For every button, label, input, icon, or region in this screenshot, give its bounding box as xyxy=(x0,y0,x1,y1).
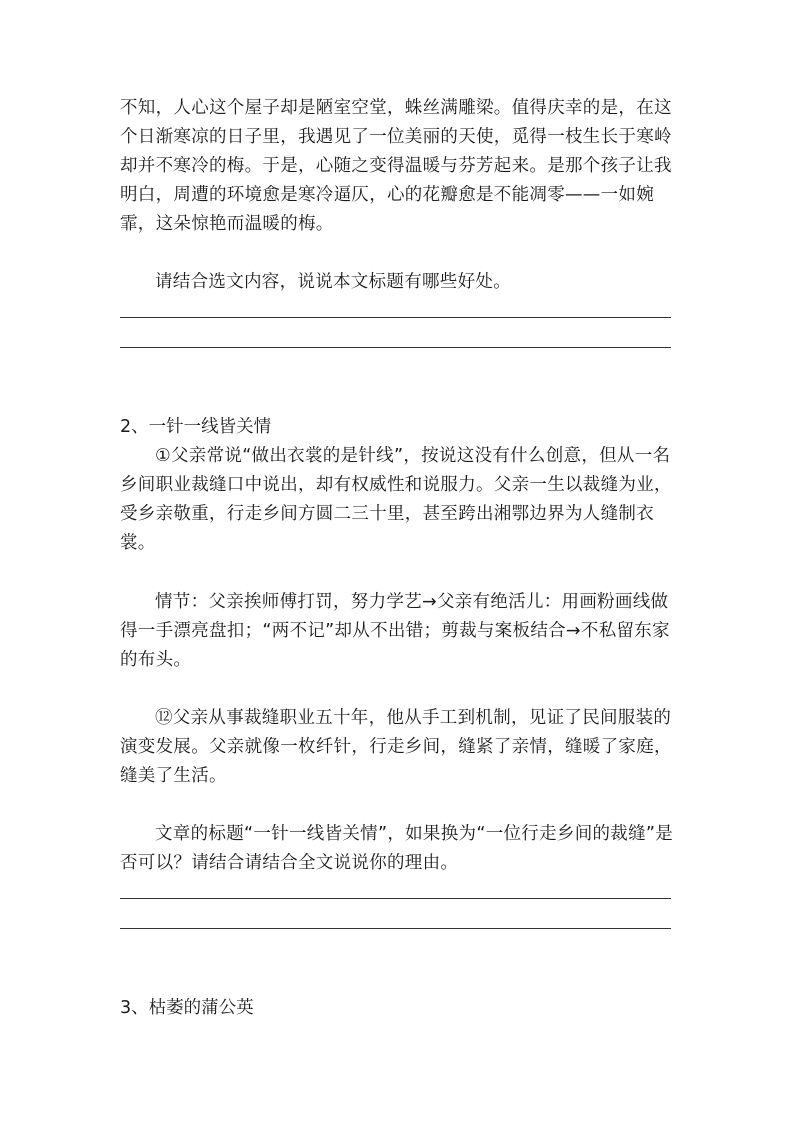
section2-paragraph-1: ①父亲常说“做出衣裳的是针线”，按说这没有什么创意，但从一名乡间职业裁缝口中说出，却有权威性和说服力。父亲一生以裁缝为业，受乡亲敬重，行走乡间方圆二三十里，甚至跨出湘鄂边界为人缝制衣裳。 xyxy=(120,446,672,553)
section2-paragraph-12: ⑫父亲从事裁缝职业五十年，他从手工到机制，见证了民间服装的演变发展。父亲就像一枚纤针，行走乡间，缝紧了亲情，缝暖了家庭，缝美了生活。 xyxy=(120,708,672,786)
section2-plot: 情节：父亲挨师傅打罚，努力学艺→父亲有绝活儿：用画粉画线做得一手漂亮盘扣；“两不记”却从不出错；剪裁与案板结合→不私留东家的布头。 xyxy=(120,592,670,670)
section1-question: 请结合选文内容，说说本文标题有哪些好处。 xyxy=(155,272,511,292)
section3-heading: 3、枯萎的蒲公英 xyxy=(120,998,254,1018)
answer-line xyxy=(120,347,671,348)
section2-question: 文章的标题“一针一线皆关情”，如果换为“一位行走乡间的裁缝”是否可以？请结合请结合全文说说你的理由。 xyxy=(120,824,674,873)
answer-line xyxy=(120,898,671,899)
answer-line xyxy=(120,928,671,929)
section1-paragraph: 不知，人心这个屋子却是陋室空堂，蛛丝满雕梁。值得庆幸的是，在这个日渐寒凉的日子里，我遇见了一位美丽的天使，觅得一枝生长于寒岭却并不寒冷的梅。于是，心随之变得温暖与芬芳起来。是那个孩子让我明白，周遭的环境愈是寒冷逼仄，心的花瓣愈是不能凋零——一如婉霏，这朵惊艳而温暖的梅。 xyxy=(120,98,672,234)
answer-line xyxy=(120,317,671,318)
section2-heading: 2、一针一线皆关情 xyxy=(120,417,272,437)
